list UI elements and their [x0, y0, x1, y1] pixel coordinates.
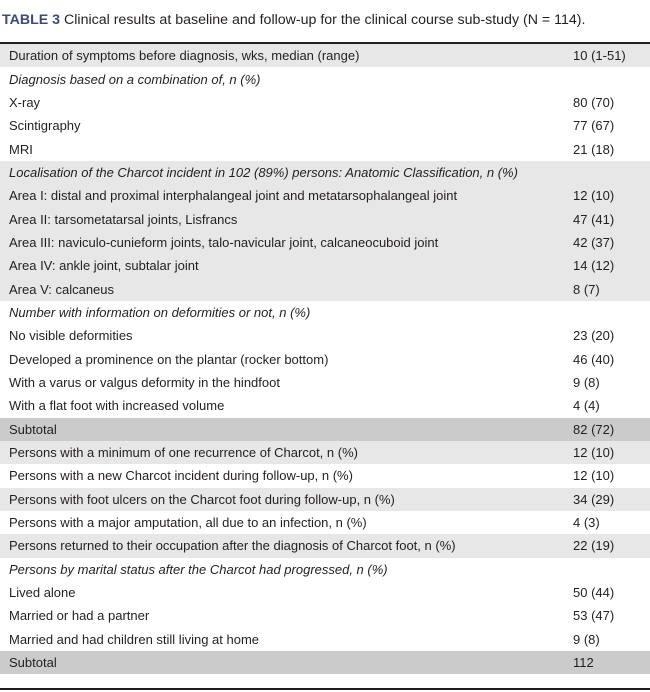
- row-label: With a varus or valgus deformity in the hindfoot: [9, 374, 280, 390]
- row-label: Area I: distal and proximal interphalangeal joint and metatarsophalangeal joint: [0, 184, 569, 207]
- table-row: [0, 628, 650, 651]
- row-value: 50 (44): [573, 585, 615, 601]
- row-label: Persons with foot ulcers on the Charcot foot during follow-up, n (%): [0, 488, 569, 511]
- row-label: Area IV: ankle joint, subtalar joint: [0, 254, 569, 277]
- table-row: [0, 254, 650, 277]
- row-value: 8 (7): [569, 277, 650, 300]
- row-label: Developed a prominence on the plantar (rocker bottom): [9, 351, 329, 367]
- table-label: TABLE 3: [2, 12, 61, 28]
- row-value: 77 (67): [573, 118, 615, 134]
- row-label: Duration of symptoms before diagnosis, wks, median (range): [0, 44, 569, 67]
- row-value: 12 (10): [569, 441, 650, 464]
- table-row: [0, 67, 650, 90]
- table-row: [0, 277, 650, 300]
- row-label: Area III: naviculo-cunieform joints, talo-navicular joint, calcaneocuboid joint: [0, 231, 569, 254]
- table-row: [0, 324, 650, 347]
- table-row: [0, 511, 650, 534]
- table-row: [0, 347, 650, 370]
- row-value: 22 (19): [569, 534, 650, 557]
- row-label: Married and had children still living at home: [9, 631, 260, 647]
- table-row: [0, 488, 650, 511]
- table-row: [0, 161, 650, 184]
- row-label: Area V: calcaneus: [0, 277, 569, 300]
- row-value: 46 (40): [573, 351, 615, 367]
- table-row: [0, 91, 650, 114]
- table-row: [0, 534, 650, 557]
- row-label: Scintigraphy: [9, 118, 81, 134]
- row-label: Persons with a new Charcot incident during follow-up, n (%): [9, 468, 353, 484]
- row-value: 34 (29): [569, 488, 650, 511]
- row-label: Persons returned to their occupation after the diagnosis of Charcot foot, n (%): [0, 534, 569, 557]
- table-row: [0, 394, 650, 417]
- table-row: [0, 604, 650, 627]
- row-value: 12 (10): [573, 468, 615, 484]
- row-value: 10 (1-51): [569, 44, 650, 67]
- table-row: [0, 558, 650, 581]
- results-table: [0, 44, 650, 674]
- table-row: [0, 441, 650, 464]
- row-label: No visible deformities: [9, 328, 133, 344]
- row-value: 42 (37): [569, 231, 650, 254]
- row-label: Subtotal: [0, 651, 569, 674]
- row-value: 47 (41): [569, 207, 650, 230]
- row-label: Diagnosis based on a combination of, n (%): [9, 71, 261, 87]
- row-value: 21 (18): [573, 141, 615, 157]
- table-row: [0, 371, 650, 394]
- row-label: Subtotal: [0, 418, 569, 441]
- row-value: [569, 558, 650, 581]
- table-row: [0, 231, 650, 254]
- row-label: Number with information on deformities or not, n (%): [9, 304, 311, 320]
- table-row: [0, 44, 650, 67]
- row-value: 9 (8): [573, 631, 600, 647]
- table-row: [0, 207, 650, 230]
- row-value: [569, 301, 650, 324]
- row-label: MRI: [9, 141, 33, 157]
- row-value: 82 (72): [569, 418, 650, 441]
- table-row: [0, 114, 650, 137]
- row-value: [569, 67, 650, 90]
- row-label: Area II: tarsometatarsal joints, Lisfrancs: [0, 207, 569, 230]
- row-label: Persons with a minimum of one recurrence of Charcot, n (%): [0, 441, 569, 464]
- row-label: X-ray: [9, 94, 41, 110]
- table-row: [0, 418, 650, 441]
- row-value: 80 (70): [573, 94, 615, 110]
- table-caption: [2, 12, 585, 28]
- row-value: 4 (3): [573, 515, 600, 531]
- table-row: [0, 184, 650, 207]
- table-row: [0, 301, 650, 324]
- row-label: Persons with a major amputation, all due to an infection, n (%): [9, 515, 367, 531]
- row-label: Localisation of the Charcot incident in 102 (89%) persons: Anatomic Classification, n (%): [0, 161, 569, 184]
- row-value: 9 (8): [573, 374, 600, 390]
- table-row: [0, 581, 650, 604]
- results-table-body: [0, 44, 650, 674]
- row-value: 53 (47): [573, 608, 615, 624]
- row-value: 14 (12): [569, 254, 650, 277]
- table-row: [0, 137, 650, 160]
- row-label: Lived alone: [9, 585, 76, 601]
- row-label: With a flat foot with increased volume: [9, 398, 225, 414]
- table-row: [0, 651, 650, 674]
- row-label: Married or had a partner: [9, 608, 150, 624]
- table-row: [0, 464, 650, 487]
- row-value: 23 (20): [573, 328, 615, 344]
- row-value: 4 (4): [573, 398, 600, 414]
- row-value: 112: [569, 651, 650, 674]
- row-value: [569, 161, 650, 184]
- table-caption-text: Clinical results at baseline and follow-up for the clinical course sub-study (N = 114).: [64, 12, 586, 28]
- row-label: Persons by marital status after the Charcot had progressed, n (%): [9, 561, 388, 577]
- bottom-rule: [0, 688, 650, 690]
- row-value: 12 (10): [569, 184, 650, 207]
